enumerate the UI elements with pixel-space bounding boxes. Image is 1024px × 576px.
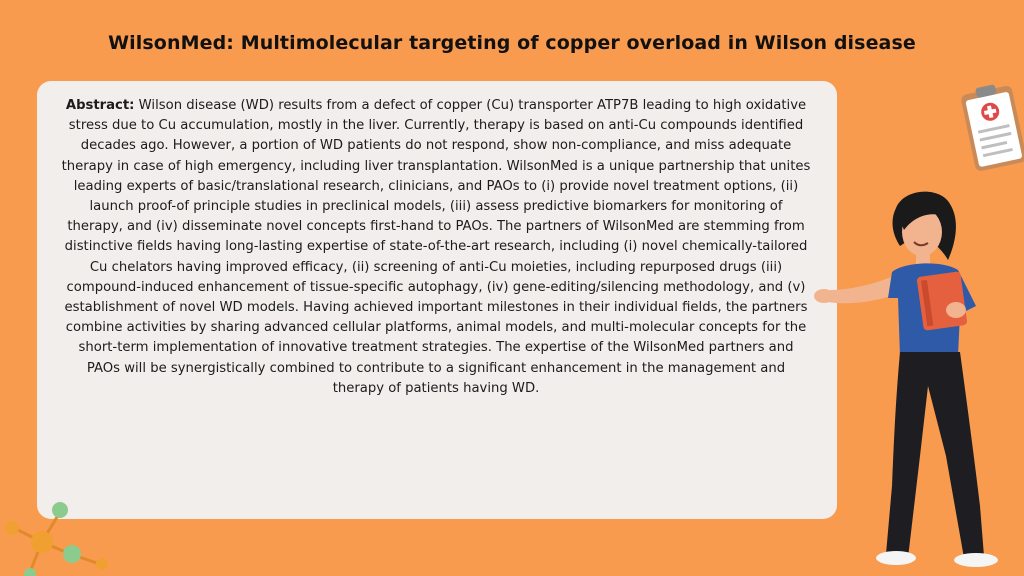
- medical-clipboard-icon: [958, 82, 1024, 178]
- slide-title: WilsonMed: Multimolecular targeting of copper overload in Wilson disease: [108, 32, 916, 54]
- abstract-body: Wilson disease (WD) results from a defect of copper (Cu) transporter ATP7B leading to high oxidative stress due to Cu accumulation, mostly in the liver. Currently, therapy is based on anti-Cu compounds identified decades ago. However, a portion of WD patients do not respond, show non-compliance, and miss adequate therapy in case of high emergency, including liver transplantation. WilsonMed is a unique partnership that unites leading experts of basic/translational research, clinicians, and PAOs to (i) provide novel treatment options, (ii) launch proof-of principle studies in preclinical models, (iii) assess predictive biomarkers for monitoring of therapy, and (iv) disseminate novel concepts first-hand to PAOs. The partners of WilsonMed are stemming from distinctive fields having long-lasting expertise of state-of-the-art research, including (i) novel chemically-tailored Cu chelators having improved efficacy, (ii) screening of anti-Cu moieties, including repurposed drugs (iii) compound-induced enhancement of tissue-specific autophagy, (iv) gene-editing/silencing methodology, and (v) establishment of novel WD models. Having achieved important milestones in their individual fields, the partners combine activities by sharing advanced cellular platforms, animal models, and multi-molecular concepts for the short-term implementation of innovative treatment strategies. The expertise of the WilsonMed partners and PAOs will be synergistically combined to contribute to a significant enhancement in the management and therapy of patients having WD.: [61, 98, 811, 396]
- abstract-label: Abstract:: [65, 98, 135, 113]
- woman-holding-book-illustration: [808, 186, 1024, 576]
- abstract-text-block: [60, 96, 812, 399]
- molecule-illustration: [0, 498, 120, 576]
